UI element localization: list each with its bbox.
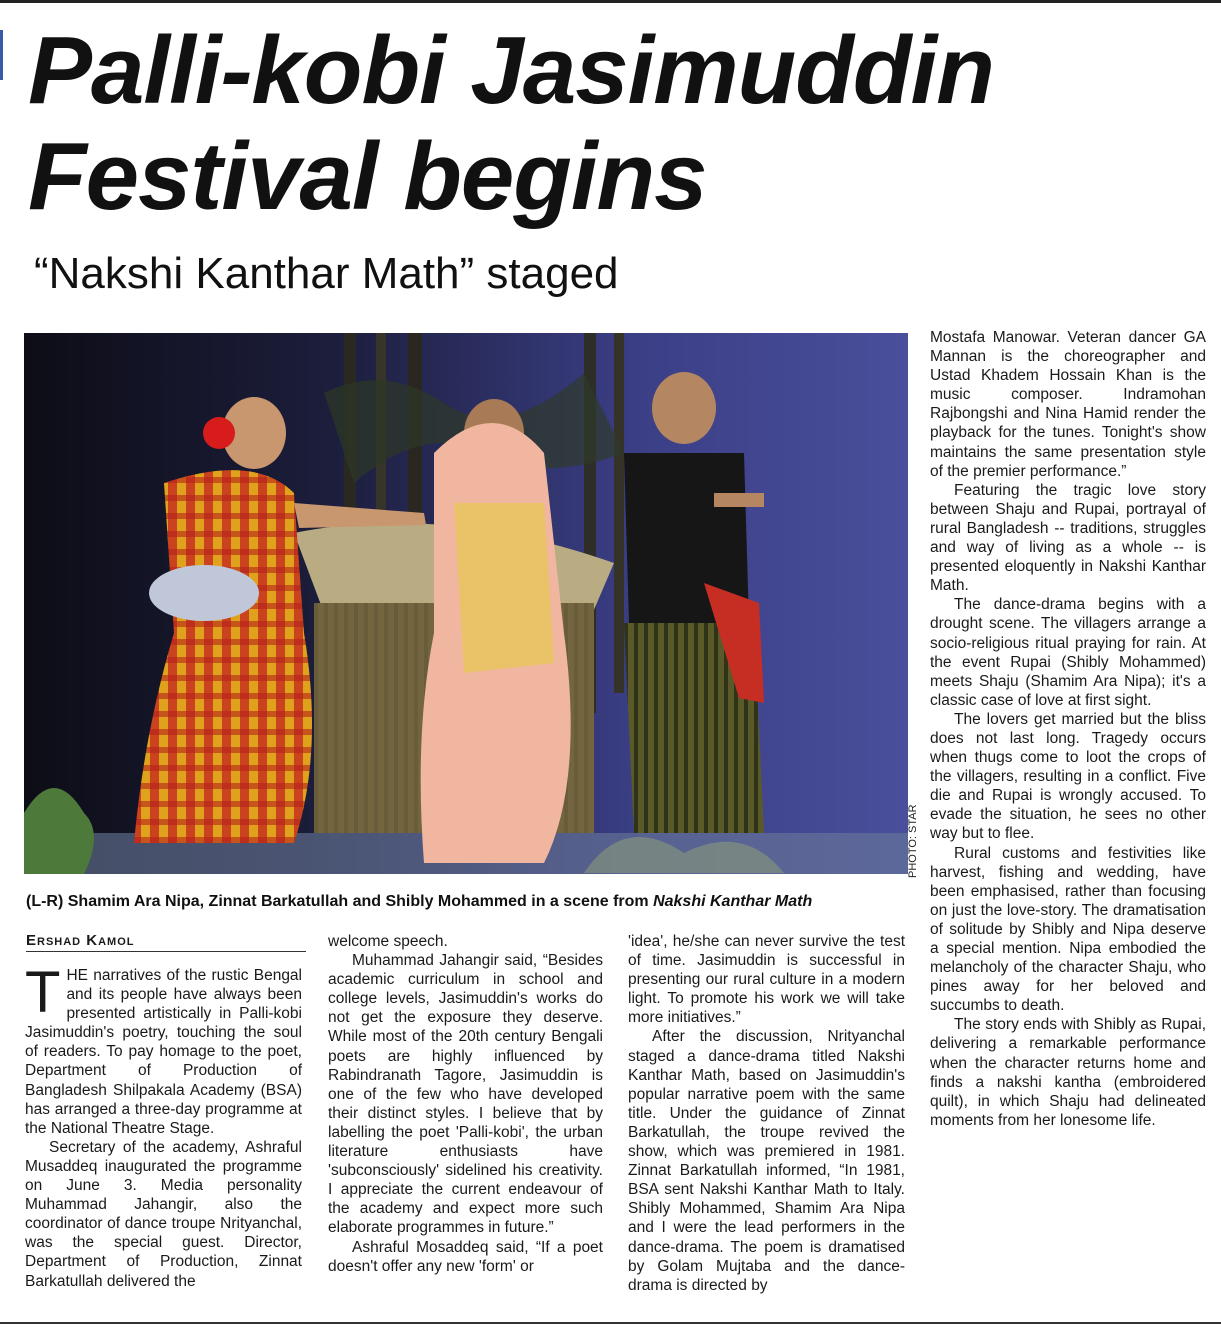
paragraph: Ashraful Mosaddeq said, “If a poet doesn't offer any new 'form' or	[328, 1238, 603, 1275]
drop-cap: T	[25, 960, 61, 1025]
paragraph: Secretary of the academy, Ashraful Musaddeq inaugurated the programme on June 3. Media personality Muhammad Jahangir, also the coordinator of dance troupe Nrityanchal, was the special guest. Director, Department of Production, Zinnat Barkatullah delivered the	[25, 1138, 302, 1290]
paragraph: Muhammad Jahangir said, “Besides academic curriculum in school and college levels, Jasimuddin's works do not get the exposure they deserve. While most of the 20th century Bengali poets are highly influenced by Rabindranath Tagore, Jasimuddin is one of the few who have developed their distinct styles. I believe that by labelling the poet 'Palli-kobi', the urban literature enthusiasts have 'subconsciously' sidelined his creativity. I appreciate the current endeavour of the academy and expect more such elaborate programmes in future.”	[328, 952, 603, 1237]
left-edge-mark	[0, 30, 3, 80]
bottom-rule	[0, 1322, 1221, 1324]
paragraph: Rural customs and festivities like harvest, fishing and wedding, have been emphasised, rather than focusing on just the love-story. The dramatisation of solitude by Shibly and Nipa deserve a special mention. Nipa embodied the melancholy of the character Shaju, who pines away for her beloved and succumbs to death.	[930, 844, 1206, 1015]
paragraph: The dance-drama begins with a drought scene. The villagers arrange a socio-religious ritual praying for rain. At the event Rupai (Shibly Mohammed) meets Shaju (Shamim Ara Nipa); it's a classic case of love at first sight.	[930, 596, 1206, 709]
top-rule	[0, 0, 1221, 3]
headline: Palli-kobi Jasimuddin Festival begins	[28, 17, 994, 230]
photo-credit	[903, 800, 925, 880]
byline: Ershad Kamol	[26, 932, 306, 952]
paragraph: welcome speech.	[328, 933, 448, 950]
paragraph: Mostafa Manowar. Veteran dancer GA Mannan is the choreographer and Ustad Khadem Hossain Khan is the music composer. Indramohan Rajbongshi and Nina Hamid render the playback for the tunes. Tonight's show maintains the same presentation style of the premier performance.”	[930, 329, 1206, 480]
photo-credit-text: PHOTO: STAR	[907, 804, 919, 878]
paragraph: THE narratives of the rustic Bengal and its people have always been presented artistically in Palli-kobi Jasimuddin's poetry, touching the soul of readers. To pay homage to the poet, Department of Production of Bangladesh Shilpakala Academy (BSA) has arranged a three-day programme at the National Theatre Stage.	[25, 960, 302, 1137]
caption-title: Nakshi Kanthar Math	[653, 893, 813, 910]
article-column-1	[25, 960, 302, 1291]
article-column-3	[628, 932, 905, 1295]
photo-caption	[26, 891, 906, 913]
caption-text: (L-R) Shamim Ara Nipa, Zinnat Barkatullah and Shibly Mohammed in a scene from	[26, 893, 654, 910]
paragraph: After the discussion, Nrityanchal staged a dance-drama titled Nakshi Kanthar Math, based on Jasimuddin's popular narrative poem with the same title. Under the guidance of Zinnat Barkatullah, the troupe revived the show, which was premiered in 1981. Zinnat Barkatullah informed, “In 1981, BSA sent Nakshi Kanthar Math to Italy. Shibly Mohammed, Shamim Ara Nipa and I were the lead performers in the dance-drama. The poem is dramatised by Golam Mujtaba and the dance-drama is directed by	[628, 1028, 905, 1294]
article-column-2	[328, 932, 603, 1276]
paragraph: Featuring the tragic love story between Shaju and Rupai, portrayal of rural Bangladesh -- traditions, struggles and way of living as a whole -- is presented eloquently in Nakshi Kanthar Math.	[930, 481, 1206, 595]
stage-photo	[24, 333, 908, 874]
article-column-4	[930, 328, 1206, 1130]
paragraph: 'idea', he/she can never survive the test of time. Jasimuddin is successful in presenting our rural culture in a modern light. To promote his work we will take more initiatives.”	[628, 933, 905, 1027]
stage-scene-illustration	[24, 333, 908, 874]
paragraph: The lovers get married but the bliss does not last long. Tragedy occurs when thugs come to loot the crops of the villagers, resulting in a conflict. Five die and Rupai is wrongly accused. To evade the situation, he sees no other way but to flee.	[930, 710, 1206, 843]
paragraph: The story ends with Shibly as Rupai, delivering a remarkable performance when the character returns home and finds a nakshi kantha (embroidered quilt), in which Shaju had delineated moments from her lonesome life.	[930, 1016, 1206, 1129]
subheadline: “Nakshi Kanthar Math” staged	[34, 249, 619, 298]
